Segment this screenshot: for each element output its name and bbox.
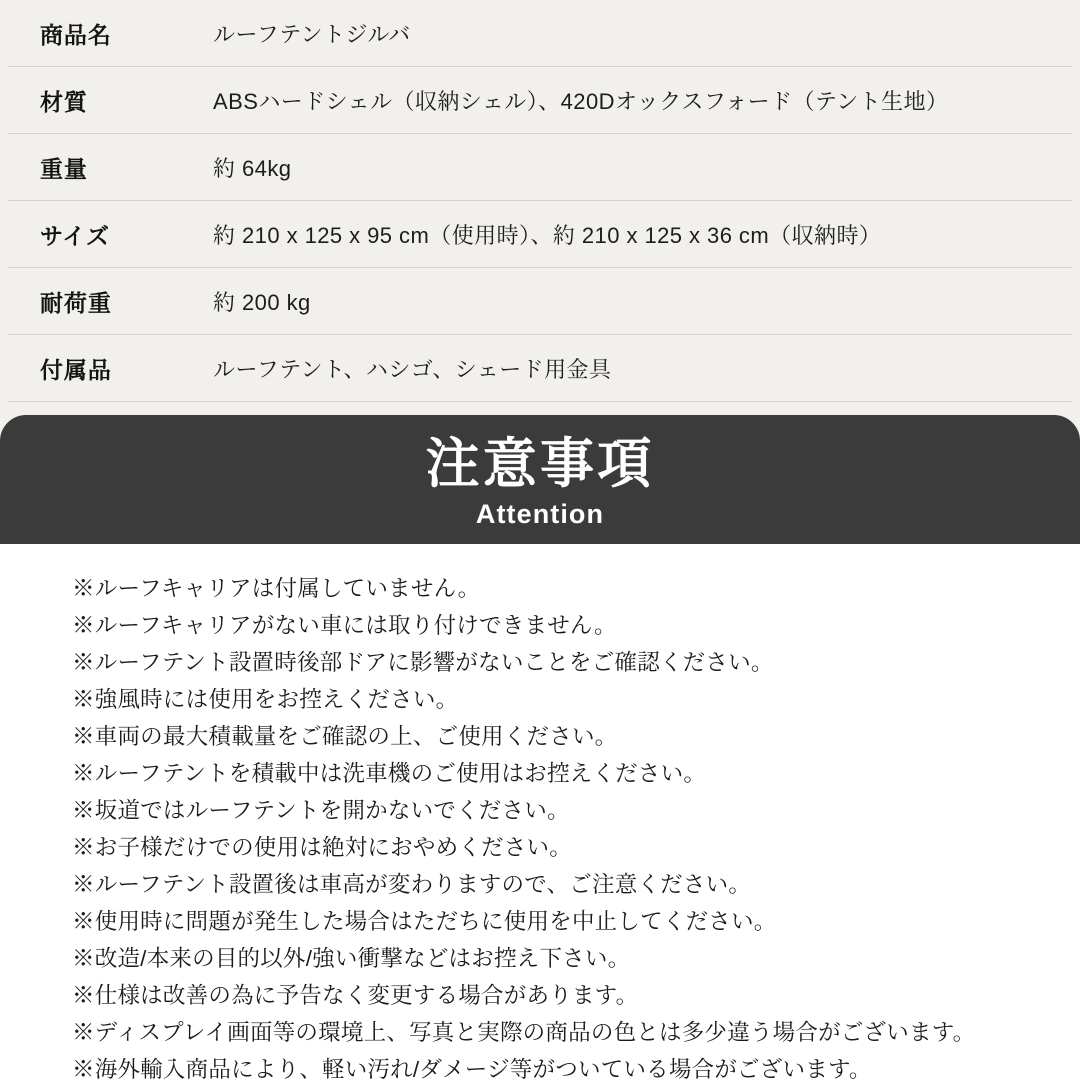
list-item: ※ルーフキャリアがない車には取り付けできません。 — [72, 613, 617, 639]
table-row — [8, 268, 1072, 335]
spec-value: ルーフテント、ハシゴ、シェード用金具 — [213, 356, 612, 382]
list-item: ※ディスプレイ画面等の環境上、写真と実際の商品の色とは多少違う場合がございます。 — [72, 1020, 976, 1046]
list-item: ※仕様は改善の為に予告なく変更する場合があります。 — [72, 983, 639, 1009]
attention-banner — [0, 415, 1080, 544]
spec-table — [0, 0, 1080, 402]
attention-title: 注意事項 — [425, 434, 655, 494]
list-item: ※お子様だけでの使用は絶対におやめください。 — [72, 835, 572, 861]
table-row — [8, 201, 1072, 268]
list-item: ※強風時には使用をお控えください。 — [72, 687, 459, 713]
spec-value: 約 210 x 125 x 95 cm（使用時）、約 210 x 125 x 36 cm（収納時） — [213, 222, 882, 248]
table-row — [8, 335, 1072, 402]
spec-value: 約 200 kg — [213, 289, 311, 315]
spec-value: ルーフテントジルバ — [213, 21, 411, 47]
list-item: ※車両の最大積載量をご確認の上、ご使用ください。 — [72, 724, 618, 750]
list-item: ※改造/本来の目的以外/強い衝撃などはお控え下さい。 — [72, 946, 631, 972]
spec-label: 重量 — [40, 155, 88, 182]
attention-subtitle: Attention — [475, 499, 605, 530]
spec-value: 約 64kg — [213, 155, 292, 181]
table-row — [8, 67, 1072, 134]
list-item: ※ルーフテントを積載中は洗車機のご使用はお控えください。 — [72, 761, 707, 787]
spec-label: サイズ — [40, 222, 110, 249]
list-item: ※ルーフテント設置後は車高が変わりますので、ご注意ください。 — [72, 872, 752, 898]
list-item: ※海外輸入商品により、軽い汚れ/ダメージ等がついている場合がございます。 — [72, 1057, 872, 1083]
spec-label: 商品名 — [40, 21, 112, 48]
spec-label: 付属品 — [40, 356, 112, 383]
spec-value: ABSハードシェル（収納シェル）、420Dオックスフォード（テント生地） — [213, 88, 949, 114]
list-item: ※坂道ではルーフテントを開かないでください。 — [72, 798, 570, 824]
table-row — [8, 134, 1072, 201]
spec-label: 耐荷重 — [40, 289, 112, 316]
list-item: ※ルーフキャリアは付属していません。 — [72, 576, 481, 602]
table-row — [8, 0, 1072, 67]
spec-label: 材質 — [40, 88, 88, 115]
attention-notes-list — [0, 544, 1080, 1090]
list-item: ※ルーフテント設置時後部ドアに影響がないことをご確認ください。 — [72, 650, 774, 676]
list-item: ※使用時に問題が発生した場合はただちに使用を中止してください。 — [72, 909, 777, 935]
